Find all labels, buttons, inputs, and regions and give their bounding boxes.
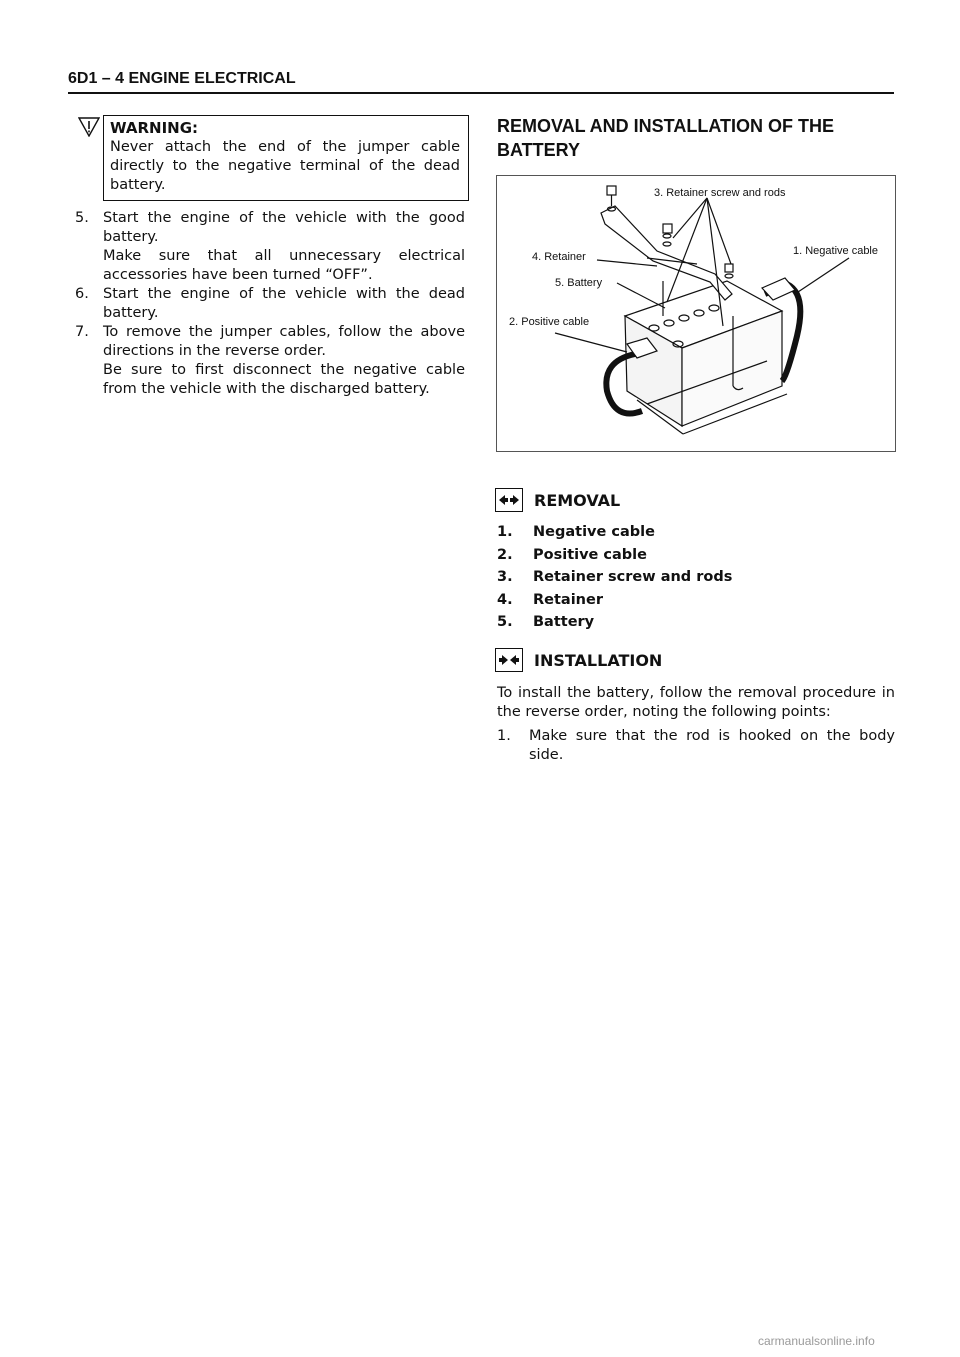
list-number: 3.	[497, 569, 513, 585]
warning-box	[103, 115, 469, 201]
step-7	[75, 323, 465, 399]
step-6	[75, 285, 465, 323]
installation-heading	[495, 648, 662, 672]
step-text: Start the engine of the vehicle with the good battery.	[103, 210, 465, 245]
step-text: Make sure that all unnecessary electrical accessories have been turned “OFF”.	[103, 248, 465, 283]
list-item	[497, 547, 732, 570]
battery-illustration	[497, 176, 895, 451]
battery-diagram	[496, 175, 896, 452]
step-text: To remove the jumper cables, follow the above directions in the reverse order.	[103, 324, 465, 359]
installation-intro: To install the battery, follow the removal procedure in the reverse order, noting the following points:	[497, 685, 895, 720]
section-title: REMOVAL AND INSTALLATION OF THE BATTERY	[497, 116, 834, 160]
removal-list	[497, 524, 732, 637]
label-battery: 5. Battery	[555, 277, 603, 289]
list-label: Positive cable	[533, 546, 647, 563]
list-label: Battery	[533, 614, 595, 630]
list-item	[497, 614, 732, 637]
installation-icon	[495, 648, 523, 672]
step-number: 6.	[75, 286, 89, 302]
warning-icon	[78, 117, 100, 137]
step-5	[75, 209, 465, 285]
step-number: 5.	[75, 210, 89, 226]
removal-title: REMOVAL	[534, 490, 621, 510]
installation-body	[497, 684, 895, 765]
jumper-steps	[75, 209, 465, 399]
list-number: 2.	[497, 546, 513, 563]
installation-step	[497, 727, 895, 765]
list-label: Retainer screw and rods	[533, 569, 733, 585]
warning-title: WARNING:	[110, 119, 199, 137]
list-item	[497, 524, 732, 547]
label-negative-cable: 1. Negative cable	[793, 245, 878, 257]
list-label: Negative cable	[533, 524, 655, 540]
label-retainer: 4. Retainer	[532, 251, 586, 263]
list-number: 1.	[497, 524, 513, 540]
installation-step-number: 1.	[497, 728, 511, 744]
label-retainer-screw: 3. Retainer screw and rods	[654, 187, 786, 199]
removal-icon	[495, 488, 523, 512]
step-text: Start the engine of the vehicle with the dead battery.	[103, 286, 465, 321]
installation-step-text: Make sure that the rod is hooked on the body side.	[529, 728, 895, 763]
list-number: 4.	[497, 591, 513, 608]
removal-heading	[495, 488, 620, 512]
list-item	[497, 592, 732, 615]
step-text: Be sure to first disconnect the negative cable from the vehicle with the discharged battery.	[103, 362, 465, 397]
watermark: carmanualsonline.info	[758, 1334, 875, 1348]
page-header	[68, 70, 894, 94]
list-number: 5.	[497, 614, 513, 630]
warning-text: Never attach the end of the jumper cable directly to the negative terminal of the dead battery.	[110, 139, 460, 193]
list-item	[497, 569, 732, 592]
installation-title: INSTALLATION	[534, 650, 663, 670]
list-label: Retainer	[533, 591, 603, 608]
label-positive-cable: 2. Positive cable	[509, 316, 590, 328]
page-header-title: 6D1 – 4 ENGINE ELECTRICAL	[68, 70, 296, 87]
step-number: 7.	[75, 324, 89, 340]
